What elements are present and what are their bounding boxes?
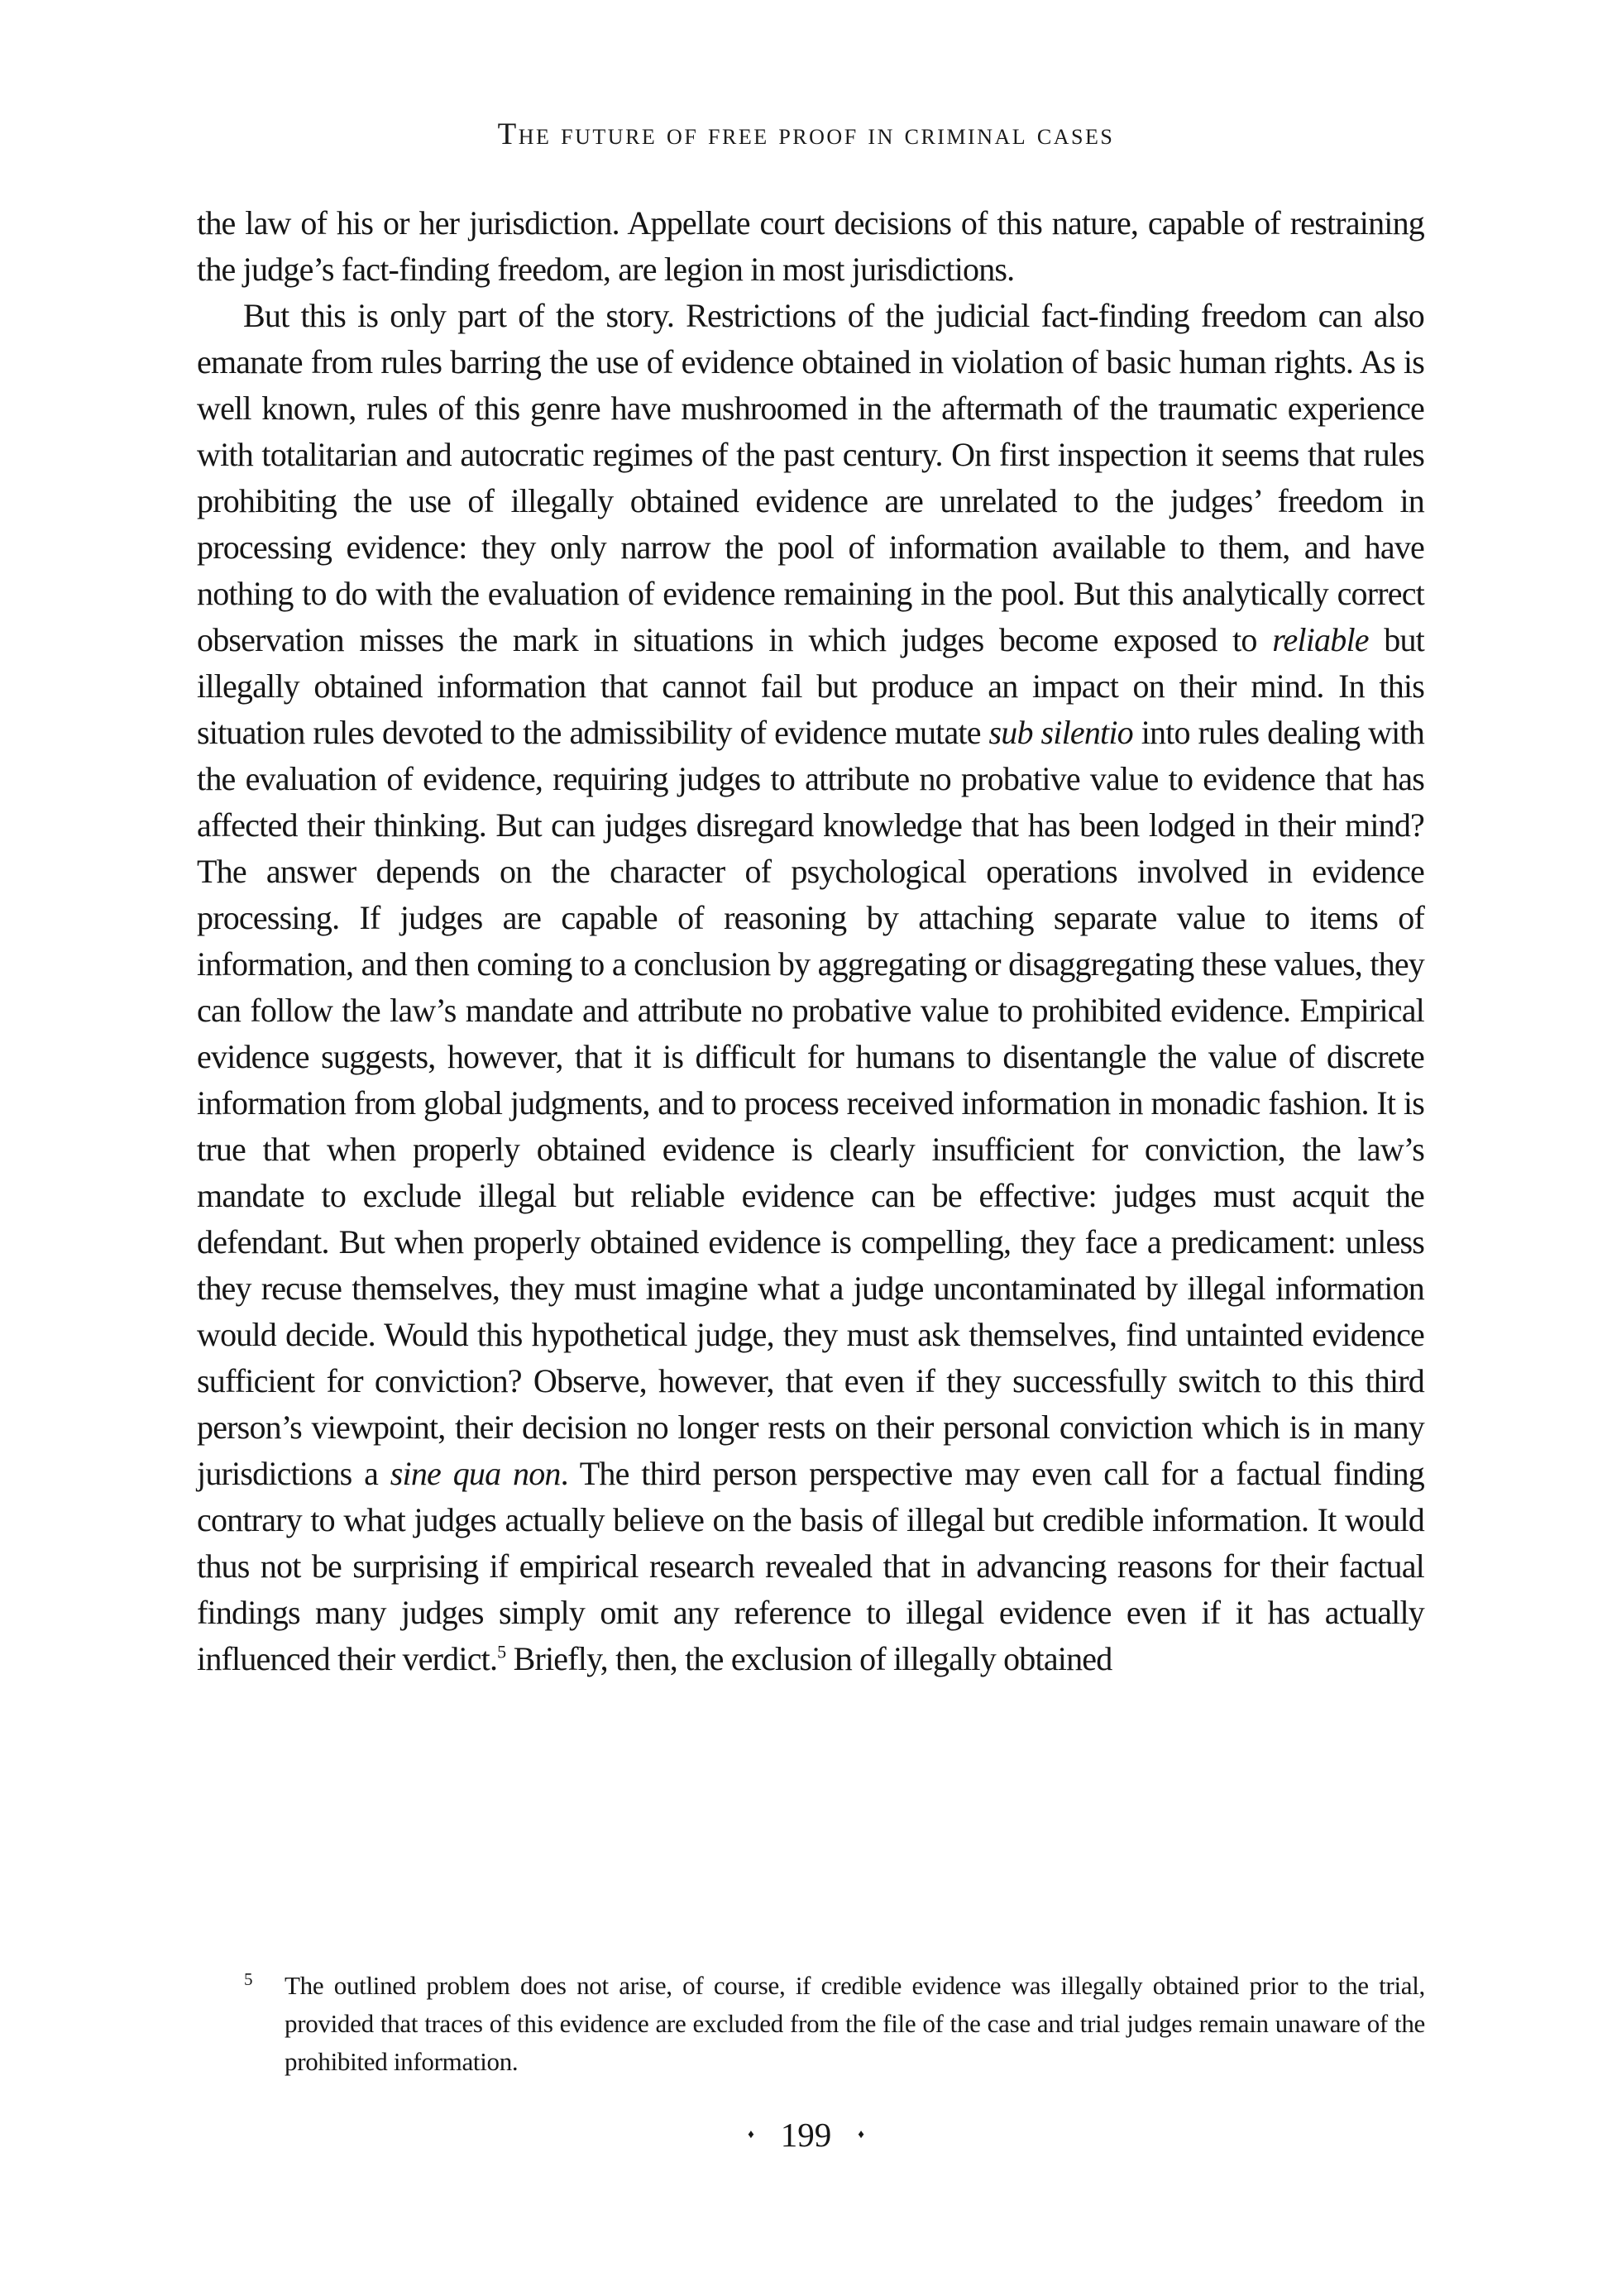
running-header: The future of free proof in criminal cases [497, 117, 1115, 151]
page-number: 199 [780, 2116, 832, 2154]
footnote-text: The outlined problem does not arise, of course, if credible evidence was illegally obtained prior to the trial, provided that traces of this evidence are excluded from the file of the case and trial judges remain unaware of the prohibited information. [285, 1971, 1425, 2076]
paragraph: the law of his or her jurisdiction. Appellate court decisions of this nature, capable of restraining the judge’s fact-finding freedom, are legion in most jurisdictions. [197, 204, 1424, 288]
ornament-left-icon: ♦ [748, 2127, 754, 2141]
page-number-row [0, 2116, 1612, 2154]
body-text [197, 200, 1424, 1682]
paragraph: But this is only part of the story. Restrictions of the judicial fact-finding freedom can also emanate from rules barring the use of evidence obtained in violation of basic human rights. As is well known, rules of this genre have mushroomed in the aftermath of the traumatic experience with totalitarian and autocratic regimes of the past century. On first inspection it seems that rules prohibiting the use of illegally obtained evidence are unrelated to the judges’ freedom in processing evidence: they only narrow the pool of information available to them, and have nothing to do with the evaluation of evidence remaining in the pool. But this analytically correct observation misses the mark in situations in which judges become exposed to reliable but illegally obtained information that cannot fail but produce an impact on their mind. In this situation rules devoted to the admissibility of evidence mutate sub silentio into rules dealing with the evaluation of evidence, requiring judges to attribute no probative value to evidence that has affected their thinking. But can judges disregard knowledge that has been lodged in their mind? The answer depends on the character of psychological operations involved in evidence processing. If judges are capable of reasoning by attaching separate value to items of information, and then coming to a conclusion by aggregating or disaggregating these values, they can follow the law’s mandate and attribute no probative value to prohibited evidence. Empirical evidence suggests, however, that it is difficult for humans to disentangle the value of discrete information from global judgments, and to process received information in monadic fashion. It is true that when properly obtained evidence is clearly insufficient for conviction, the law’s mandate to exclude illegal but reliable evidence can be effective: judges must acquit the defendant. But when properly obtained evidence is compelling, they face a predicament: unless they recuse themselves, they must imagine what a judge uncontaminated by illegal information would decide. Would this hypothetical judge, they must ask themselves, find untainted evidence sufficient for conviction? Observe, however, that even if they successfully switch to this third person’s viewpoint, their decision no longer rests on their personal conviction which is in many jurisdictions a sine qua non. The third person perspective may even call for a factual finding contrary to what judges actually believe on the basis of illegal but credible information. It would thus not be surprising if empirical research revealed that in advancing reasons for their factual findings many judges simply omit any reference to illegal evidence even if it has actually influenced their verdict.$^5$ Briefly, then, the exclusion of illegally obtained [197, 297, 1425, 1677]
ornament-right-icon: ♦ [858, 2127, 864, 2141]
footnote [244, 1967, 1425, 2081]
footnote-marker: 5 [244, 1969, 253, 1989]
